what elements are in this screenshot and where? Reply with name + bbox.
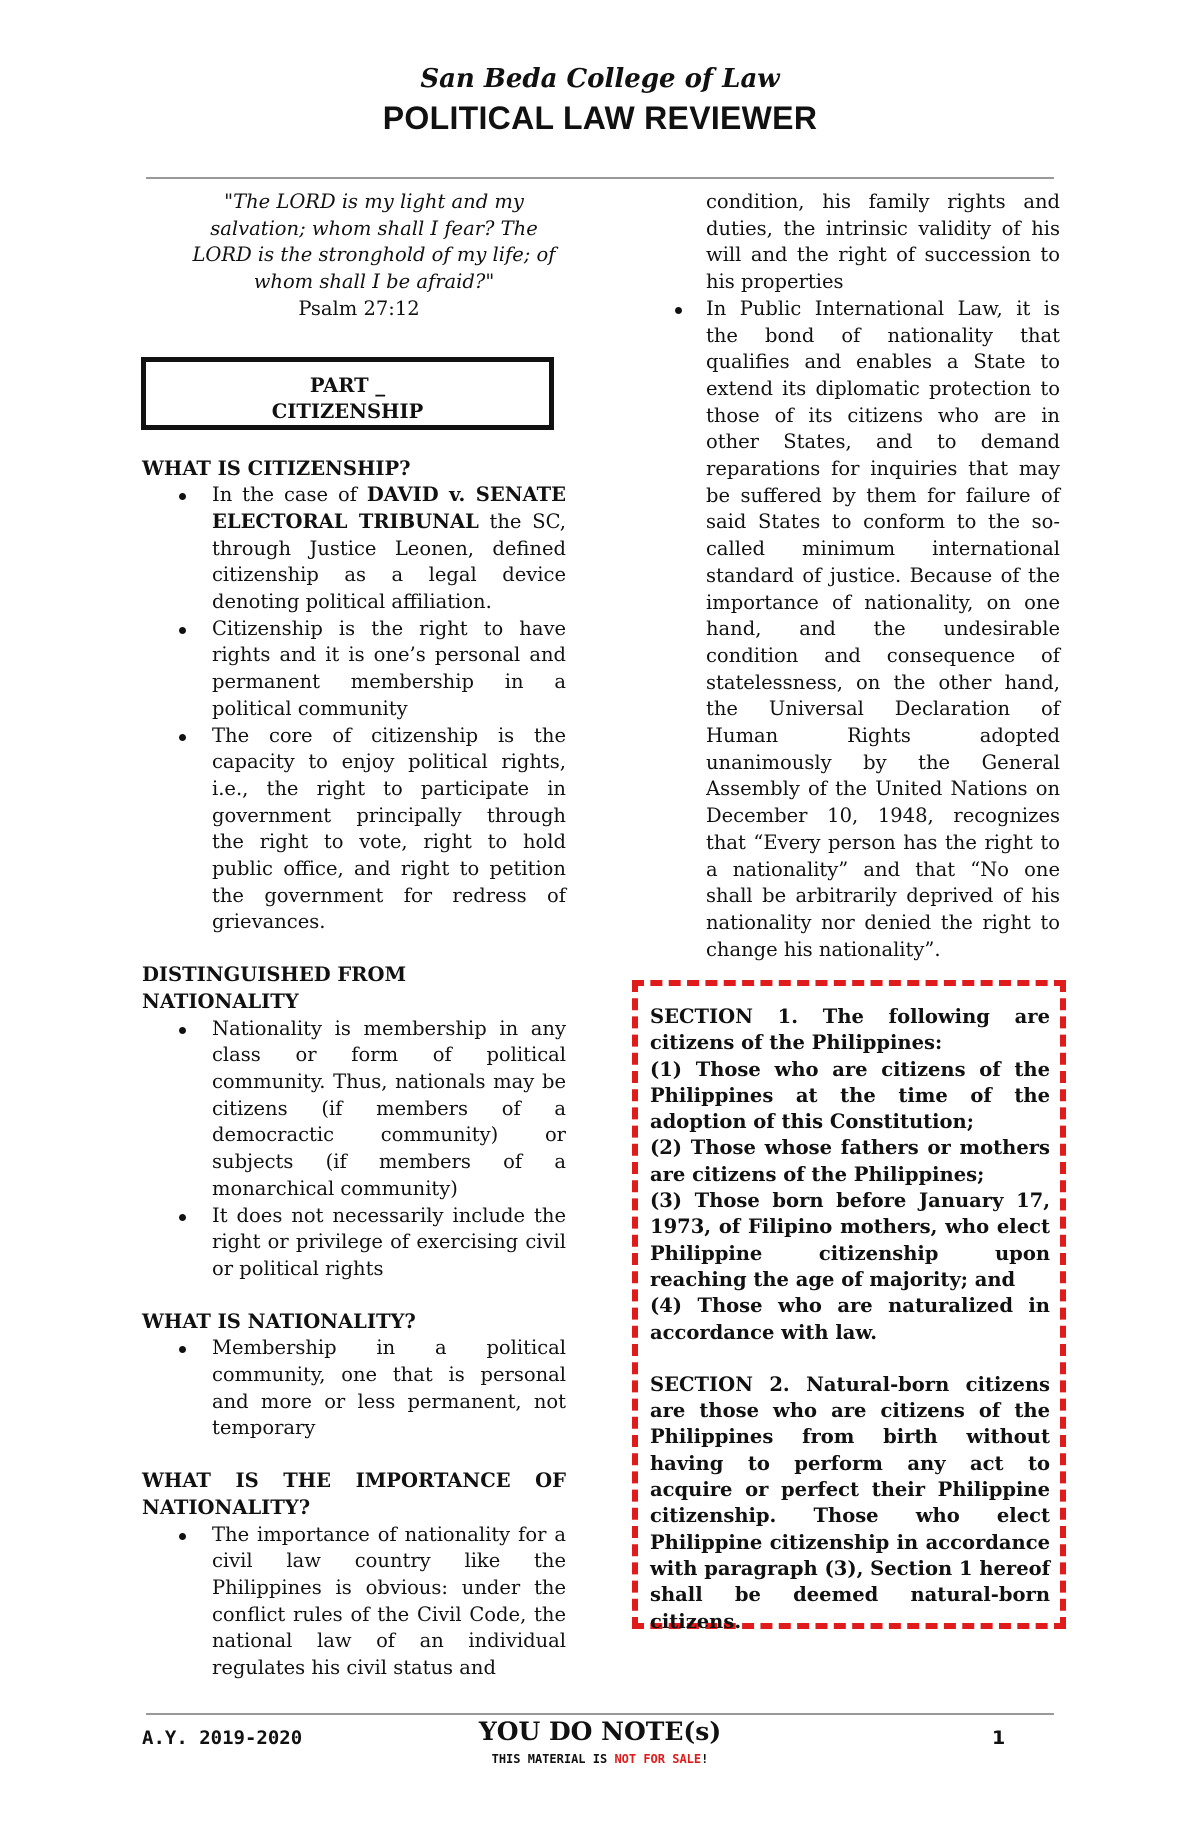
list-item-continued: condition, his family rights and duties, the intrinsic validity of his will and the right of succession to his properties xyxy=(706,190,1060,294)
constitution-excerpt-box xyxy=(632,980,1066,1633)
right-column xyxy=(706,189,1060,963)
section-1-paragraph: (1) Those who are citizens of the Philippines at the time of the adoption of this Constitution; xyxy=(650,1057,1050,1134)
section-what-is-nationality xyxy=(142,1309,566,1443)
bullet-list xyxy=(142,1522,566,1682)
document-title: POLITICAL LAW REVIEWER xyxy=(382,100,818,136)
list-item: It does not necessarily include the right or privilege of exercising civil or political rights xyxy=(142,1203,566,1283)
part-label: PART _ xyxy=(309,373,386,397)
left-column xyxy=(142,189,566,1682)
list-item: The importance of nationality for a civil law country like the Philippines is obvious: under the conflict rules of the Civil Code, the national law of an individual regulates his civil status and xyxy=(142,1522,566,1682)
section-1-paragraph: (3) Those born before January 17, 1973, of Filipino mothers, who elect Philippine citizenship upon reaching the age of majority; and xyxy=(650,1189,1050,1291)
section-heading: WHAT IS CITIZENSHIP? xyxy=(142,456,411,480)
bullet-list xyxy=(142,1016,566,1283)
section-1-paragraph: (2) Those whose fathers or mothers are citizens of the Philippines; xyxy=(650,1136,1050,1186)
section-heading: WHAT IS NATIONALITY? xyxy=(142,1309,416,1333)
section-what-is-citizenship xyxy=(142,456,566,937)
academic-year: A.Y. 2019-2020 xyxy=(142,1727,303,1749)
sale-notice xyxy=(0,1752,1200,1766)
quote-reference: Psalm 27:12 xyxy=(298,296,420,320)
header-divider xyxy=(146,177,1054,179)
school-name: San Beda College of Law xyxy=(420,64,780,94)
list-item xyxy=(142,482,566,616)
section-2-text: SECTION 2. Natural-born citizens are those who are citizens of the Philippines from birth without having to perform any act to acquire or perfect their Philippine citizenship. Those who elect Philippine citizenship in accordance with paragraph (3), Section 1 hereof shall be deemed natural-born citizens. xyxy=(650,1372,1050,1633)
part-box xyxy=(141,357,554,430)
notice-punctuation: ! xyxy=(701,1752,709,1766)
section-1-paragraph: (4) Those who are naturalized in accordance with law. xyxy=(650,1294,1050,1344)
bullet-list xyxy=(142,1335,566,1442)
section-heading: WHAT IS THE IMPORTANCE OF NATIONALITY? xyxy=(142,1469,566,1519)
footer-title: YOU DO NOTE(s) xyxy=(478,1717,722,1746)
footer-divider xyxy=(146,1713,1054,1715)
notice-text: THIS MATERIAL IS xyxy=(491,1752,615,1766)
list-item: Citizenship is the right to have rights and it is one’s personal and permanent membership in a political community xyxy=(142,616,566,723)
list-item: Nationality is membership in any class or form of political community. Thus, nationals may be citizens (if members of a democractic community) or subjects (if members of a monarchical community) xyxy=(142,1016,566,1203)
page-number: 1 xyxy=(992,1727,1006,1749)
section-1-intro: SECTION 1. The following are citizens of the Philippines: xyxy=(650,1005,1050,1055)
list-item: Membership in a political community, one that is personal and more or less permanent, not temporary xyxy=(142,1335,566,1442)
list-item: The core of citizenship is the capacity to enjoy political rights, i.e., the right to participate in government principally through the right to vote, right to hold public office, and right to petition the government for redress of grievances. xyxy=(142,723,566,937)
bullet-list-continued xyxy=(706,189,1060,963)
notice-emphasis: NOT FOR SALE xyxy=(614,1752,702,1766)
page-header xyxy=(0,60,1200,138)
case-name: DAVID v. SENATE ELECTORAL TRIBUNAL xyxy=(212,483,566,533)
bullet-text: In the case of xyxy=(212,483,367,507)
quote-text: "The LORD is my light and my salvation; whom shall I fear? The LORD is the stronghold of my life; of whom shall I be afraid?" xyxy=(192,190,556,294)
bullet-list xyxy=(142,482,566,936)
spacer xyxy=(650,1346,1050,1372)
part-topic: CITIZENSHIP xyxy=(271,399,424,423)
list-item: In Public International Law, it is the bond of nationality that qualifies and enables a State to extend its diplomatic protection to those of its citizens who are in other States, and to demand reparations for inquiries that may be suffered by them for failure of said States to conform to the so-called minimum international standard of justice. Because of the importance of nationality, on one hand, and the undesirable condition and consequence of statelessness, on the other hand, the Universal Declaration of Human Rights adopted unanimously by the General Assembly of the United Nations on December 10, 1948, recognizes that “Every person has the right to a nationality” and that “No one shall be arbitrarily deprived of his nationality nor denied the right to change his nationality”. xyxy=(706,296,1060,964)
section-distinguished xyxy=(142,962,566,1282)
bullet-text: the SC, through Justice Leonen, defined citizenship as a legal device denoting political affiliation. xyxy=(212,509,566,614)
epigraph xyxy=(182,189,566,323)
section-heading: DISTINGUISHED FROM NATIONALITY xyxy=(142,963,407,1013)
section-importance xyxy=(142,1468,566,1682)
